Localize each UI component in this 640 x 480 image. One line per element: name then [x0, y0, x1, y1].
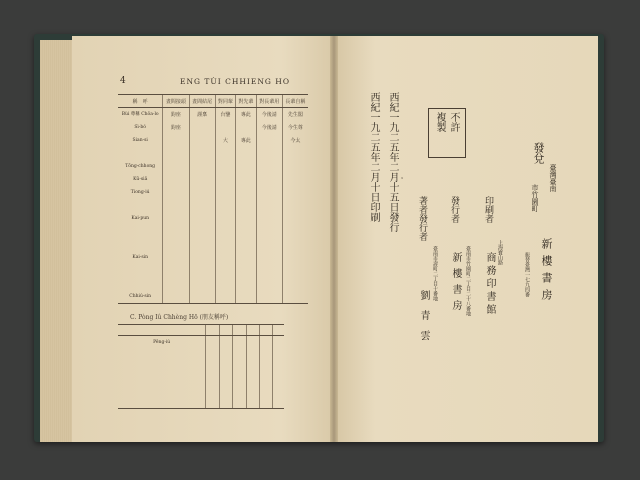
- table-cell: [236, 160, 256, 173]
- table-cell: [215, 212, 235, 225]
- table-cell: [189, 199, 215, 212]
- table-cell: [236, 212, 256, 225]
- table-row: [118, 360, 284, 372]
- table-cell: [236, 290, 256, 304]
- table-cell: [282, 264, 308, 277]
- table-cell: Tōng-chhong: [125, 164, 156, 169]
- table-cell: [163, 160, 189, 173]
- table-cell: [189, 147, 215, 160]
- table-cell: [163, 290, 189, 304]
- table-cell: [236, 121, 256, 134]
- table-cell: [256, 173, 282, 186]
- table-cell: [118, 277, 163, 290]
- page-edges: [40, 40, 76, 442]
- distributor-label: 發兌: [532, 142, 545, 164]
- table-cell: [246, 360, 259, 372]
- table-cell: [273, 336, 284, 349]
- table-cell: [118, 264, 163, 277]
- table-header-cell: 對先輩: [236, 95, 256, 108]
- table-cell: [246, 384, 259, 396]
- table-cell: [189, 160, 215, 173]
- table-cell: 大: [215, 134, 235, 147]
- table-cell: [215, 264, 235, 277]
- table-cell: [118, 199, 163, 212]
- table-cell: [118, 396, 206, 409]
- table-cell: [259, 396, 272, 409]
- table-row: [118, 121, 308, 134]
- table-cell: [256, 199, 282, 212]
- table-cell: [189, 277, 215, 290]
- table-cell: Tiong-iú: [130, 190, 150, 195]
- table-cell: [215, 173, 235, 186]
- table-cell: [215, 277, 235, 290]
- table-cell: [219, 384, 232, 396]
- table-cell: [206, 348, 219, 360]
- table-cell: [246, 348, 259, 360]
- table-cell: [246, 372, 259, 384]
- table-cell: [246, 336, 259, 349]
- table-cell: [189, 186, 215, 199]
- table2-heading: C. Pòng Iû Chhèng Hō (朋友稱呼): [130, 314, 229, 321]
- table-cell: [219, 360, 232, 372]
- table-header-cell: [206, 325, 219, 336]
- table-cell: [118, 348, 206, 360]
- table-cell: 先生閣: [282, 108, 308, 122]
- table-cell: [163, 147, 189, 160]
- distributor-name: 新樓書房: [540, 238, 553, 306]
- table-cell: [256, 186, 282, 199]
- table-cell: [282, 238, 308, 251]
- copyright-line1: 不許: [448, 112, 459, 132]
- table-row: [118, 134, 308, 147]
- table-cell: [256, 212, 282, 225]
- table-header-cell: [118, 325, 206, 336]
- table-cell: [163, 225, 189, 238]
- table-cell: [233, 396, 246, 409]
- table-cell: [236, 173, 256, 186]
- distributor-address-2: 市竹園町: [531, 184, 539, 212]
- table-cell: [236, 199, 256, 212]
- table-cell: [206, 336, 219, 349]
- table-cell: [259, 384, 272, 396]
- table-cell: [219, 348, 232, 360]
- table-cell: 專此: [236, 134, 256, 147]
- table-cell: [236, 277, 256, 290]
- publisher-name: 新樓書房: [450, 252, 461, 316]
- printer-address: 上海寶山路: [497, 240, 503, 265]
- table-cell: [273, 396, 284, 409]
- table-cell: 鈞座: [163, 108, 189, 122]
- table-header-cell: 對長輩用: [256, 95, 282, 108]
- table-cell: Sian-si: [132, 138, 148, 143]
- table-cell: [256, 134, 282, 147]
- table-cell: [246, 396, 259, 409]
- table-row: [118, 384, 284, 396]
- table-cell: [215, 238, 235, 251]
- table-cell: [236, 186, 256, 199]
- table-row: [118, 336, 284, 349]
- table-cell: Sì-bó: [134, 125, 146, 130]
- table-cell: [273, 372, 284, 384]
- table-cell: [256, 225, 282, 238]
- table-cell: [256, 147, 282, 160]
- table-cell: Kai-sin: [132, 255, 148, 260]
- table-cell: [215, 199, 235, 212]
- table-cell: [236, 251, 256, 264]
- table-cell: [233, 360, 246, 372]
- table-header-cell: [273, 325, 284, 336]
- table-header-cell: 長輩自稱: [282, 95, 308, 108]
- table-cell: [233, 372, 246, 384]
- table-header-cell: 對同輩: [215, 95, 235, 108]
- table-cell: [206, 372, 219, 384]
- table-header-cell: 晝間接頭: [163, 95, 189, 108]
- running-head: ENG TÙI CHHIENG HO: [180, 77, 290, 86]
- table-cell: [256, 290, 282, 304]
- table-cell: [163, 186, 189, 199]
- table-cell: [282, 225, 308, 238]
- table-cell: [215, 225, 235, 238]
- table-cell: 謹稟: [189, 108, 215, 122]
- table-cell: [259, 336, 272, 349]
- table-header-cell: [246, 325, 259, 336]
- table-cell: [256, 238, 282, 251]
- author-address: 臺南市壽町二丁目十番地: [432, 246, 438, 301]
- table-cell: [206, 360, 219, 372]
- table-cell: [273, 360, 284, 372]
- table-cell: [118, 225, 163, 238]
- table-cell: [189, 173, 215, 186]
- table-cell: [273, 384, 284, 396]
- table-cell: [206, 396, 219, 409]
- table-cell: [189, 238, 215, 251]
- salutation-table: [118, 94, 308, 304]
- table-cell: [282, 160, 308, 173]
- table-cell: [219, 372, 232, 384]
- table-header-cell: [259, 325, 272, 336]
- table-cell: [236, 225, 256, 238]
- table-cell: [189, 225, 215, 238]
- table-cell: [256, 277, 282, 290]
- date-printed: 西紀一九二五年二月十日印刷: [368, 92, 379, 222]
- table-cell: [219, 396, 232, 409]
- copyright-line2: 複製: [434, 112, 445, 132]
- table-cell: [189, 251, 215, 264]
- table-cell: [215, 251, 235, 264]
- table-cell: [206, 384, 219, 396]
- table-cell: [282, 173, 308, 186]
- seal-mark: ᶾ: [401, 176, 403, 182]
- table-cell: 鈞座: [163, 121, 189, 134]
- table-cell: [215, 186, 235, 199]
- table-row: [118, 348, 284, 360]
- table-row: [118, 212, 308, 225]
- table-cell: [215, 147, 235, 160]
- table-cell: [236, 147, 256, 160]
- table-cell: [256, 251, 282, 264]
- table-row: [118, 186, 308, 199]
- author-label: 著者發行者: [417, 196, 427, 241]
- table-cell: [236, 264, 256, 277]
- table-row: [118, 251, 308, 264]
- table-header-cell: [233, 325, 246, 336]
- table-cell: Kū-siâ: [133, 177, 148, 182]
- date-published: 西紀一九二五年二月十五日發行: [387, 92, 398, 232]
- page-number: 4: [120, 76, 126, 86]
- table-cell: [219, 336, 232, 349]
- table-cell: Pêng-iú: [153, 339, 171, 345]
- table-cell: [118, 384, 206, 396]
- table-cell: 今太: [282, 134, 308, 147]
- table-cell: [273, 348, 284, 360]
- table-cell: [233, 336, 246, 349]
- table-cell: 專此: [236, 108, 256, 122]
- table-cell: 今後請: [256, 108, 282, 122]
- table-cell: [282, 212, 308, 225]
- table-cell: [282, 277, 308, 290]
- publisher-label: 發行者: [449, 196, 459, 223]
- table-cell: [236, 238, 256, 251]
- table-cell: [282, 251, 308, 264]
- table-cell: [189, 264, 215, 277]
- table-cell: Kai-pun: [131, 216, 150, 221]
- table-row: [118, 160, 308, 173]
- table-cell: [163, 251, 189, 264]
- table-cell: [282, 290, 308, 304]
- distributor-account: 振替臺灣一七九四番: [524, 252, 530, 297]
- author-name: 劉青雲: [418, 290, 429, 350]
- table-cell: [189, 134, 215, 147]
- table-header-cell: 晝間結尾: [189, 95, 215, 108]
- table-cell: [233, 384, 246, 396]
- table-cell: 今生尊: [282, 121, 308, 134]
- table-cell: [118, 372, 206, 384]
- table-cell: [189, 121, 215, 134]
- table-cell: [215, 290, 235, 304]
- publisher-address: 臺南市竹園町二丁目二十八番地: [465, 246, 471, 316]
- table-cell: [118, 238, 163, 251]
- table-cell: [233, 348, 246, 360]
- table-cell: Chhiú-sin: [118, 290, 163, 304]
- table-cell: [163, 277, 189, 290]
- table-cell: [163, 173, 189, 186]
- printer-name: 商務印書館: [484, 252, 495, 317]
- table-cell: [163, 199, 189, 212]
- table-row: [118, 372, 284, 384]
- table-cell: [215, 121, 235, 134]
- table-cell: [282, 186, 308, 199]
- table-row: [118, 108, 308, 122]
- table-cell: [282, 147, 308, 160]
- table-cell: [215, 160, 235, 173]
- distributor-address-1: 臺灣臺南: [549, 164, 557, 192]
- book-gutter: [330, 36, 338, 442]
- table-cell: [256, 264, 282, 277]
- table-cell: [118, 147, 163, 160]
- table-cell: 台鑒: [215, 108, 235, 122]
- table-cell: [163, 134, 189, 147]
- table-row: [118, 264, 308, 277]
- friend-address-table: [118, 324, 284, 409]
- table-cell: [282, 199, 308, 212]
- table-row: [118, 199, 308, 212]
- table-row: [118, 238, 308, 251]
- table-row: [118, 290, 308, 304]
- printer-label: 印刷者: [483, 196, 493, 223]
- table-cell: [189, 290, 215, 304]
- table-row: [118, 225, 308, 238]
- table-cell: 今後請: [256, 121, 282, 134]
- table-cell: Bùi 尊稱 Chôa-lo: [121, 112, 159, 117]
- table-row: [118, 396, 284, 409]
- table-cell: [189, 212, 215, 225]
- table-header-cell: 稱 呼: [118, 95, 163, 108]
- table-row: [118, 277, 308, 290]
- table-row: [118, 173, 308, 186]
- table-cell: [259, 360, 272, 372]
- table-row: [118, 147, 308, 160]
- table-cell: [259, 348, 272, 360]
- table-cell: [259, 372, 272, 384]
- table-cell: [256, 160, 282, 173]
- table-cell: [118, 360, 206, 372]
- table-header-cell: [219, 325, 232, 336]
- table-cell: [163, 212, 189, 225]
- table-cell: [163, 264, 189, 277]
- table-cell: [163, 238, 189, 251]
